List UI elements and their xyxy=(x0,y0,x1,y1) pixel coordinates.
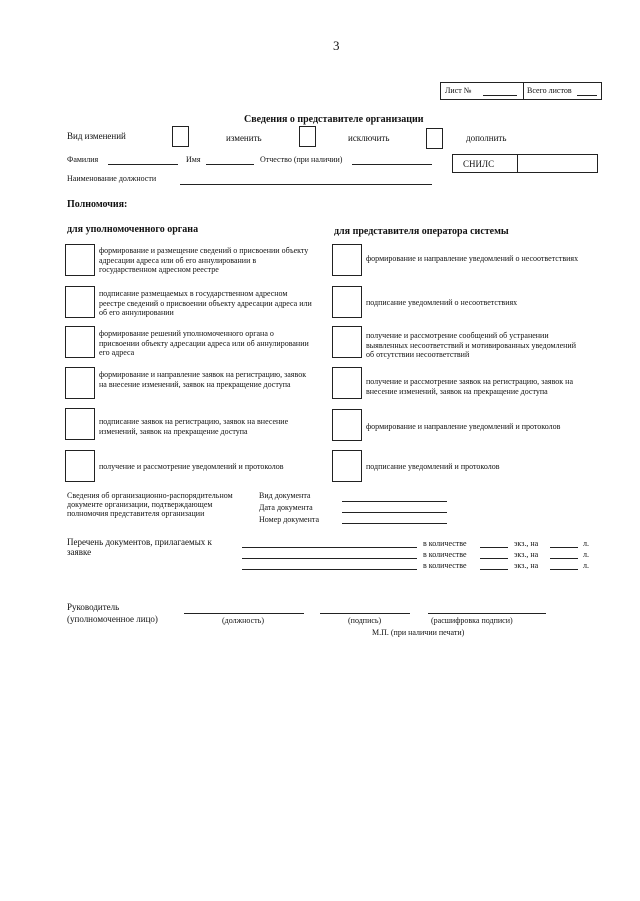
sheet-number-field[interactable] xyxy=(483,95,517,96)
position-label: Наименование должности xyxy=(67,174,157,183)
doc-type-field[interactable] xyxy=(342,501,447,502)
powers-heading: Полномочия: xyxy=(67,199,128,210)
attachment-3-qty-label: в количестве xyxy=(423,561,467,570)
stamp-caption: М.П. (при наличии печати) xyxy=(372,628,465,637)
power-right-5-label: формирование и направление уведомлений и протоколов xyxy=(366,422,561,431)
doc-type-label: Вид документа xyxy=(259,491,311,500)
attachment-1-sheets-label: л. xyxy=(583,539,589,548)
power-left-3-label: формирование решений уполномоченного органа о присвоении объекту адресации адреса или об аннулировании его адреса xyxy=(99,329,309,357)
change-option-edit-label: изменить xyxy=(226,133,262,143)
org-doc-label: Сведения об организационно-распорядительном документе организации, подтверждающем полномочия представителя организации xyxy=(67,491,233,518)
power-right-6-label: подписание уведомлений и протоколов xyxy=(366,462,500,471)
attachment-2-copies-label: экз., на xyxy=(514,550,539,559)
attachment-3-copies-label: экз., на xyxy=(514,561,539,570)
power-right-4-checkbox[interactable] xyxy=(332,367,362,399)
name-label: Имя xyxy=(186,155,201,164)
powers-left-heading: для уполномоченного органа xyxy=(67,224,199,235)
power-left-5-checkbox[interactable] xyxy=(65,408,95,440)
power-right-3-label: получение и рассмотрение сообщений об устранении выявленных несоответствий и мотивированных уведомлений об отсутствии несоответствий xyxy=(366,331,576,359)
power-right-4-label: получение и рассмотрение заявок на регистрацию, заявок на внесение изменений, заявок на прекращение доступа xyxy=(366,377,574,396)
attachment-3-copies-field[interactable] xyxy=(480,569,508,570)
head-signature-field[interactable] xyxy=(320,613,410,614)
sheet-number-label: Лист № xyxy=(445,86,472,95)
attachment-2-qty-label: в количестве xyxy=(423,550,467,559)
change-option-add-checkbox[interactable] xyxy=(426,128,443,149)
page-number: 3 xyxy=(333,38,340,53)
attachment-1-copies-field[interactable] xyxy=(480,547,508,548)
power-left-1-label: формирование и размещение сведений о присвоении объекту адресации адреса или об его аннулировании в государственном адресном реестре xyxy=(99,246,309,274)
section-title: Сведения о представителе организации xyxy=(244,114,424,125)
position-field[interactable] xyxy=(180,184,432,185)
attachment-2-sheets-field[interactable] xyxy=(550,558,578,559)
power-left-4-label: формирование и направление заявок на регистрацию, заявок на внесение изменений, заявок на прекращение доступа xyxy=(99,370,307,389)
power-right-2-label: подписание уведомлений о несоответствиях xyxy=(366,298,518,307)
attachments-label: Перечень документов, прилагаемых к заявке xyxy=(67,537,212,557)
power-right-2-checkbox[interactable] xyxy=(332,286,362,318)
change-option-edit-checkbox[interactable] xyxy=(172,126,189,147)
power-left-4-checkbox[interactable] xyxy=(65,367,95,399)
power-left-2-label: подписание размещаемых в государственном адресном реестре сведений о присвоении объекту адресации адреса или об его аннулировании xyxy=(99,289,312,317)
attachment-1-field[interactable] xyxy=(242,547,417,548)
power-left-6-label: получение и рассмотрение уведомлений и протоколов xyxy=(99,462,284,471)
snils-label: СНИЛС xyxy=(463,159,495,169)
power-right-5-checkbox[interactable] xyxy=(332,409,362,441)
position-caption: (должность) xyxy=(222,616,264,625)
surname-label: Фамилия xyxy=(67,155,99,164)
attachment-1-sheets-field[interactable] xyxy=(550,547,578,548)
name-field[interactable] xyxy=(206,164,254,165)
snils-box xyxy=(452,154,598,173)
doc-number-label: Номер документа xyxy=(259,515,320,524)
power-left-3-checkbox[interactable] xyxy=(65,326,95,358)
patronymic-field[interactable] xyxy=(352,164,432,165)
power-right-1-label: формирование и направление уведомлений о несоответствиях xyxy=(366,254,579,263)
power-left-1-checkbox[interactable] xyxy=(65,244,95,276)
power-right-6-checkbox[interactable] xyxy=(332,450,362,482)
attachment-2-copies-field[interactable] xyxy=(480,558,508,559)
snils-field[interactable] xyxy=(519,156,595,171)
head-position-field[interactable] xyxy=(184,613,304,614)
attachment-3-field[interactable] xyxy=(242,569,417,570)
decoding-caption: (расшифровка подписи) xyxy=(431,616,513,625)
head-label: Руководитель xyxy=(67,602,120,612)
doc-date-label: Дата документа xyxy=(259,503,313,512)
total-sheets-field[interactable] xyxy=(577,95,597,96)
power-left-5-label: подписание заявок на регистрацию, заявок на внесение изменений, заявок на прекращение доступа xyxy=(99,417,289,436)
change-option-exclude-label: исключить xyxy=(348,133,390,143)
power-left-2-checkbox[interactable] xyxy=(65,286,95,318)
doc-number-field[interactable] xyxy=(342,523,447,524)
signature-caption: (подпись) xyxy=(348,616,382,625)
sheet-info-box xyxy=(440,82,602,100)
powers-right-heading: для представителя оператора системы xyxy=(334,226,509,237)
power-left-6-checkbox[interactable] xyxy=(65,450,95,482)
doc-date-field[interactable] xyxy=(342,512,447,513)
power-right-3-checkbox[interactable] xyxy=(332,326,362,358)
authorized-person-label: (уполномоченное лицо) xyxy=(67,614,158,624)
change-type-label: Вид изменений xyxy=(67,131,126,141)
change-option-exclude-checkbox[interactable] xyxy=(299,126,316,147)
attachment-3-sheets-field[interactable] xyxy=(550,569,578,570)
total-sheets-label: Всего листов xyxy=(527,86,572,95)
attachment-2-sheets-label: л. xyxy=(583,550,589,559)
change-option-add-label: дополнить xyxy=(466,133,507,143)
head-decoding-field[interactable] xyxy=(428,613,546,614)
patronymic-label: Отчество (при наличии) xyxy=(260,155,343,164)
attachment-3-sheets-label: л. xyxy=(583,561,589,570)
attachment-1-copies-label: экз., на xyxy=(514,539,539,548)
attachment-2-field[interactable] xyxy=(242,558,417,559)
power-right-1-checkbox[interactable] xyxy=(332,244,362,276)
attachment-1-qty-label: в количестве xyxy=(423,539,467,548)
surname-field[interactable] xyxy=(108,164,178,165)
